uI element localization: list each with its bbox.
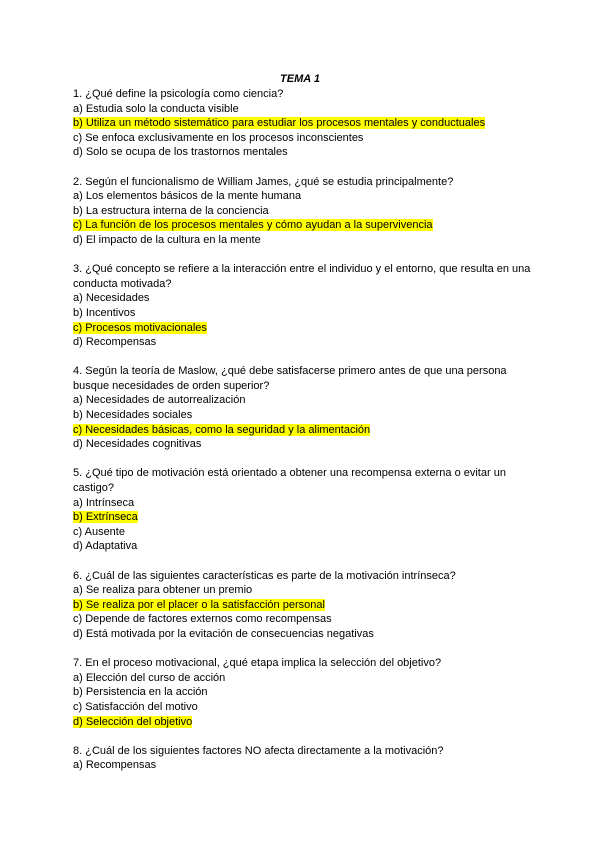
answer-option-c — [73, 321, 533, 336]
question-prompt: 1. ¿Qué define la psicología como ciencia? — [73, 88, 284, 100]
option-text: d) Solo se ocupa de los trastornos mentales — [73, 146, 288, 159]
option-text: b) Incentivos — [73, 306, 136, 319]
question-prompt: 3. ¿Qué concepto se refiere a la interacción entre el individuo y el entorno, que resulta en una conducta motivada? — [73, 263, 534, 290]
answer-option-b — [73, 598, 533, 613]
answer-option-d — [73, 233, 533, 248]
answer-option-b — [73, 306, 533, 321]
option-text: d) Está motivada por la evitación de consecuencias negativas — [73, 627, 374, 640]
option-text: c) Satisfacción del motivo — [73, 700, 198, 713]
option-text: c) Procesos motivacionales — [73, 321, 207, 334]
option-text: a) Elección del curso de acción — [73, 671, 226, 684]
option-text: c) Necesidades básicas, como la seguridad y la alimentación — [73, 423, 371, 436]
answer-option-a — [73, 496, 533, 511]
answer-option-b — [73, 408, 533, 423]
document-title: TEMA 1 — [280, 73, 320, 85]
option-text: a) Necesidades — [73, 292, 150, 305]
question-7 — [73, 656, 533, 729]
option-text: a) Estudia solo la conducta visible — [73, 102, 239, 115]
option-text: b) Utiliza un método sistemático para estudiar los procesos mentales y conductuales — [73, 117, 486, 130]
question-prompt: 6. ¿Cuál de las siguientes características es parte de la motivación intrínseca? — [73, 569, 456, 582]
answer-option-d — [73, 335, 533, 350]
option-text: b) La estructura interna de la conciencia — [73, 204, 269, 217]
answer-option-d — [73, 627, 533, 642]
question-prompt: 7. En el proceso motivacional, ¿qué etapa implica la selección del objetivo? — [73, 657, 442, 670]
option-text: d) Recompensas — [73, 336, 157, 349]
question-list — [73, 87, 533, 773]
answer-option-d — [73, 145, 533, 160]
option-text: c) Se enfoca exclusivamente en los procesos inconscientes — [73, 131, 364, 144]
question-4 — [73, 364, 533, 452]
option-text: d) Selección del objetivo — [73, 715, 193, 728]
answer-option-b — [73, 116, 533, 131]
question-prompt: 5. ¿Qué tipo de motivación está orientado a obtener una recompensa externa o evitar un castigo? — [73, 467, 509, 495]
question-prompt: 4. Según la teoría de Maslow, ¿qué debe satisfacerse primero antes de que una persona busque necesidades de orden superior? — [73, 365, 510, 392]
answer-option-b — [73, 685, 533, 700]
question-6 — [73, 569, 533, 642]
question-2 — [73, 175, 533, 248]
option-text: c) La función de los procesos mentales y cómo ayudan a la supervivencia — [73, 219, 433, 232]
answer-option-c — [73, 218, 533, 233]
option-text: a) Intrínseca — [73, 496, 135, 509]
answer-option-b — [73, 510, 533, 525]
option-text: a) Los elementos básicos de la mente humana — [73, 190, 302, 203]
answer-option-a — [73, 758, 533, 773]
option-text: d) Necesidades cognitivas — [73, 438, 202, 451]
option-text: d) Adaptativa — [73, 540, 138, 553]
answer-option-a — [73, 671, 533, 686]
answer-option-a — [73, 393, 533, 408]
option-text: a) Recompensas — [73, 759, 157, 772]
option-text: c) Depende de factores externos como recompensas — [73, 613, 332, 626]
answer-option-c — [73, 525, 533, 540]
option-text: b) Persistencia en la acción — [73, 686, 208, 699]
answer-option-c — [73, 131, 533, 146]
option-text: d) El impacto de la cultura en la mente — [73, 233, 261, 246]
answer-option-a — [73, 189, 533, 204]
option-text: a) Se realiza para obtener un premio — [73, 584, 253, 597]
option-text: b) Se realiza por el placer o la satisfacción personal — [73, 598, 325, 611]
answer-option-c — [73, 700, 533, 715]
answer-option-c — [73, 423, 533, 438]
answer-option-c — [73, 612, 533, 627]
question-5 — [73, 466, 533, 554]
question-1 — [73, 87, 533, 160]
option-text: a) Necesidades de autorrealización — [73, 394, 246, 407]
answer-option-d — [73, 715, 533, 730]
question-3 — [73, 262, 533, 350]
answer-option-a — [73, 291, 533, 306]
answer-option-a — [73, 102, 533, 117]
question-prompt: 2. Según el funcionalismo de William James, ¿qué se estudia principalmente? — [73, 175, 454, 188]
answer-option-d — [73, 437, 533, 452]
answer-option-b — [73, 204, 533, 219]
question-8 — [73, 744, 533, 773]
answer-option-a — [73, 583, 533, 598]
answer-option-d — [73, 539, 533, 554]
option-text: b) Necesidades sociales — [73, 409, 193, 422]
question-prompt: 8. ¿Cuál de los siguientes factores NO afecta directamente a la motivación? — [73, 744, 444, 757]
option-text: c) Ausente — [73, 525, 125, 538]
option-text: b) Extrínseca — [73, 511, 138, 524]
